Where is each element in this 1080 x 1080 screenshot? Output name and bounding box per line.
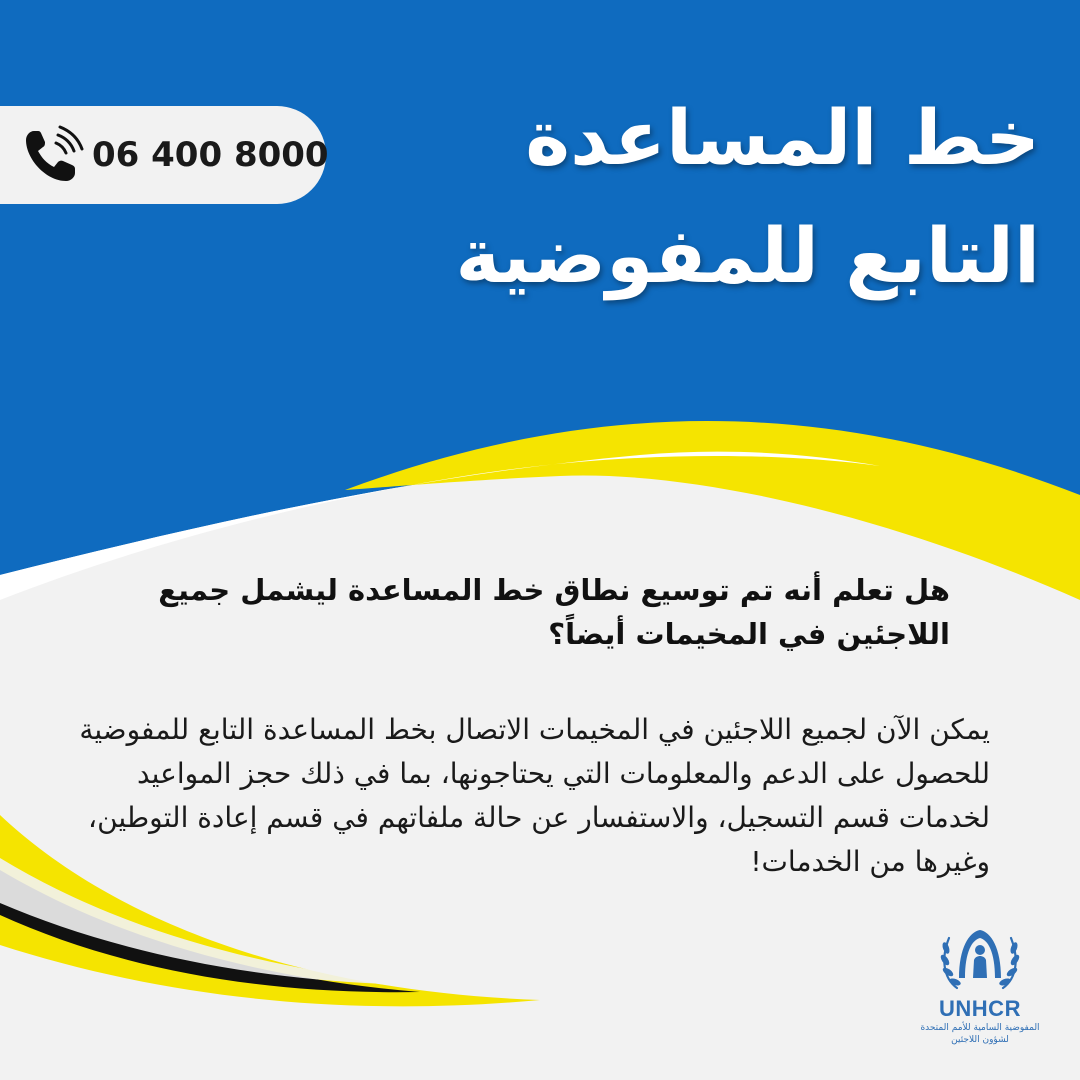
unhcr-logo — [918, 918, 1042, 1058]
body-paragraph: يمكن الآن لجميع اللاجئين في المخيمات الاتصال بخط المساعدة التابع للمفوضية للحصول على الدعم والمعلومات التي يحتاجونها، بما في ذلك حجز المواعيد لخدمات قسم التسجيل، والاستفسار عن حالة ملفاتهم في قسم إعادة التوطين، وغيرها من الخدمات! — [79, 713, 990, 878]
logo-wordmark: UNHCR — [939, 996, 1021, 1021]
title-line-2: التابع للمفوضية — [455, 211, 1040, 300]
phone-ringing-icon — [20, 123, 84, 187]
logo-subtitle-line-2: لشؤون اللاجئين — [951, 1035, 1009, 1045]
unhcr-emblem-icon — [935, 918, 1025, 996]
hotline-badge[interactable] — [0, 106, 329, 204]
logo-subtitle-line-1: المفوضية السامية للأمم المتحدة — [920, 1023, 1040, 1033]
question-heading: هل تعلم أنه تم توسيع نطاق خط المساعدة ليشمل جميع اللاجئين في المخيمات أيضاً؟ — [158, 573, 950, 651]
title-line-1: خط المساعدة — [525, 93, 1040, 182]
hotline-number[interactable]: 06 400 8000 — [92, 135, 329, 175]
